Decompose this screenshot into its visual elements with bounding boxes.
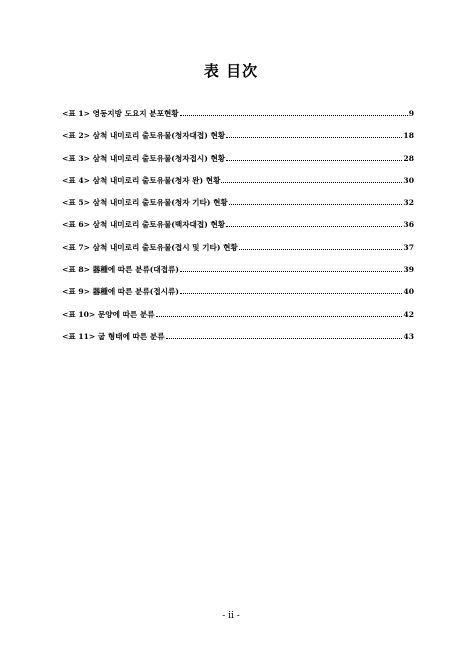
toc-leader [226, 226, 402, 227]
toc-entry-page: 37 [403, 242, 414, 252]
toc-entry-label: <표 3> 삼척 내미로리 출토유물(청자접시) 현황 [62, 153, 226, 163]
toc-entry-page: 9 [408, 109, 414, 118]
toc-leader [221, 182, 402, 183]
toc-leader [239, 249, 403, 250]
toc-entry-page: 42 [403, 309, 414, 319]
toc-leader [180, 271, 402, 272]
toc-entry[interactable] [62, 242, 414, 264]
toc-entry-page: 18 [403, 131, 414, 141]
page-title: 表 目次 [203, 62, 259, 80]
toc-leader [166, 338, 403, 339]
toc-entry-label: <표 7> 삼척 내미로리 출토유물(접시 및 기타) 현황 [62, 242, 238, 252]
toc-leader [229, 204, 403, 205]
toc-entry-label: <표 11> 굽 형태에 따른 분류 [62, 331, 165, 341]
toc-entry-label: <표 9> 器種에 따른 분류(접시류) [62, 287, 179, 297]
toc-entry[interactable] [62, 219, 414, 241]
toc-entry[interactable] [62, 153, 414, 175]
toc-entry[interactable] [62, 130, 414, 152]
toc-entry[interactable] [62, 264, 414, 286]
toc-entry-page: 40 [403, 287, 414, 297]
toc-entry[interactable] [62, 286, 414, 308]
toc-entry-page: 32 [403, 198, 414, 208]
toc-leader [226, 160, 402, 161]
toc-entry-label: <표 1> 영동지방 도요지 분포현황 [62, 109, 179, 118]
toc-leader [226, 137, 402, 138]
toc-entry-page: 43 [403, 331, 414, 341]
toc-entry[interactable] [62, 197, 414, 219]
toc-entry-label: <표 2> 삼척 내미로리 출토유물(청자대접) 현황 [62, 131, 226, 141]
toc-entry-label: <표 10> 문양에 따른 분류 [62, 309, 155, 319]
toc-entry-label: <표 4> 삼척 내미로리 출토유물(청자 완) 현황 [62, 175, 221, 185]
toc-entry[interactable] [62, 331, 414, 353]
toc-entry-page: 39 [403, 265, 414, 275]
toc-leader [156, 316, 403, 317]
page-number: - ii - [222, 611, 240, 621]
toc-entry-label: <표 6> 삼척 내미로리 출토유물(백자대접) 현황 [62, 220, 226, 230]
toc-leader [180, 115, 408, 116]
toc-leader [180, 293, 402, 294]
toc-entry[interactable] [62, 175, 414, 197]
table-of-contents [62, 108, 414, 353]
toc-entry-page: 36 [403, 220, 414, 230]
toc-entry-label: <표 5> 삼척 내미로리 출토유물(청자 기타) 현황 [62, 198, 228, 208]
toc-entry-page: 30 [403, 175, 414, 185]
toc-entry[interactable] [62, 108, 414, 130]
toc-entry-label: <표 8> 器種에 따른 분류(대접류) [62, 265, 179, 275]
toc-entry-page: 28 [403, 153, 414, 163]
toc-entry[interactable] [62, 309, 414, 331]
